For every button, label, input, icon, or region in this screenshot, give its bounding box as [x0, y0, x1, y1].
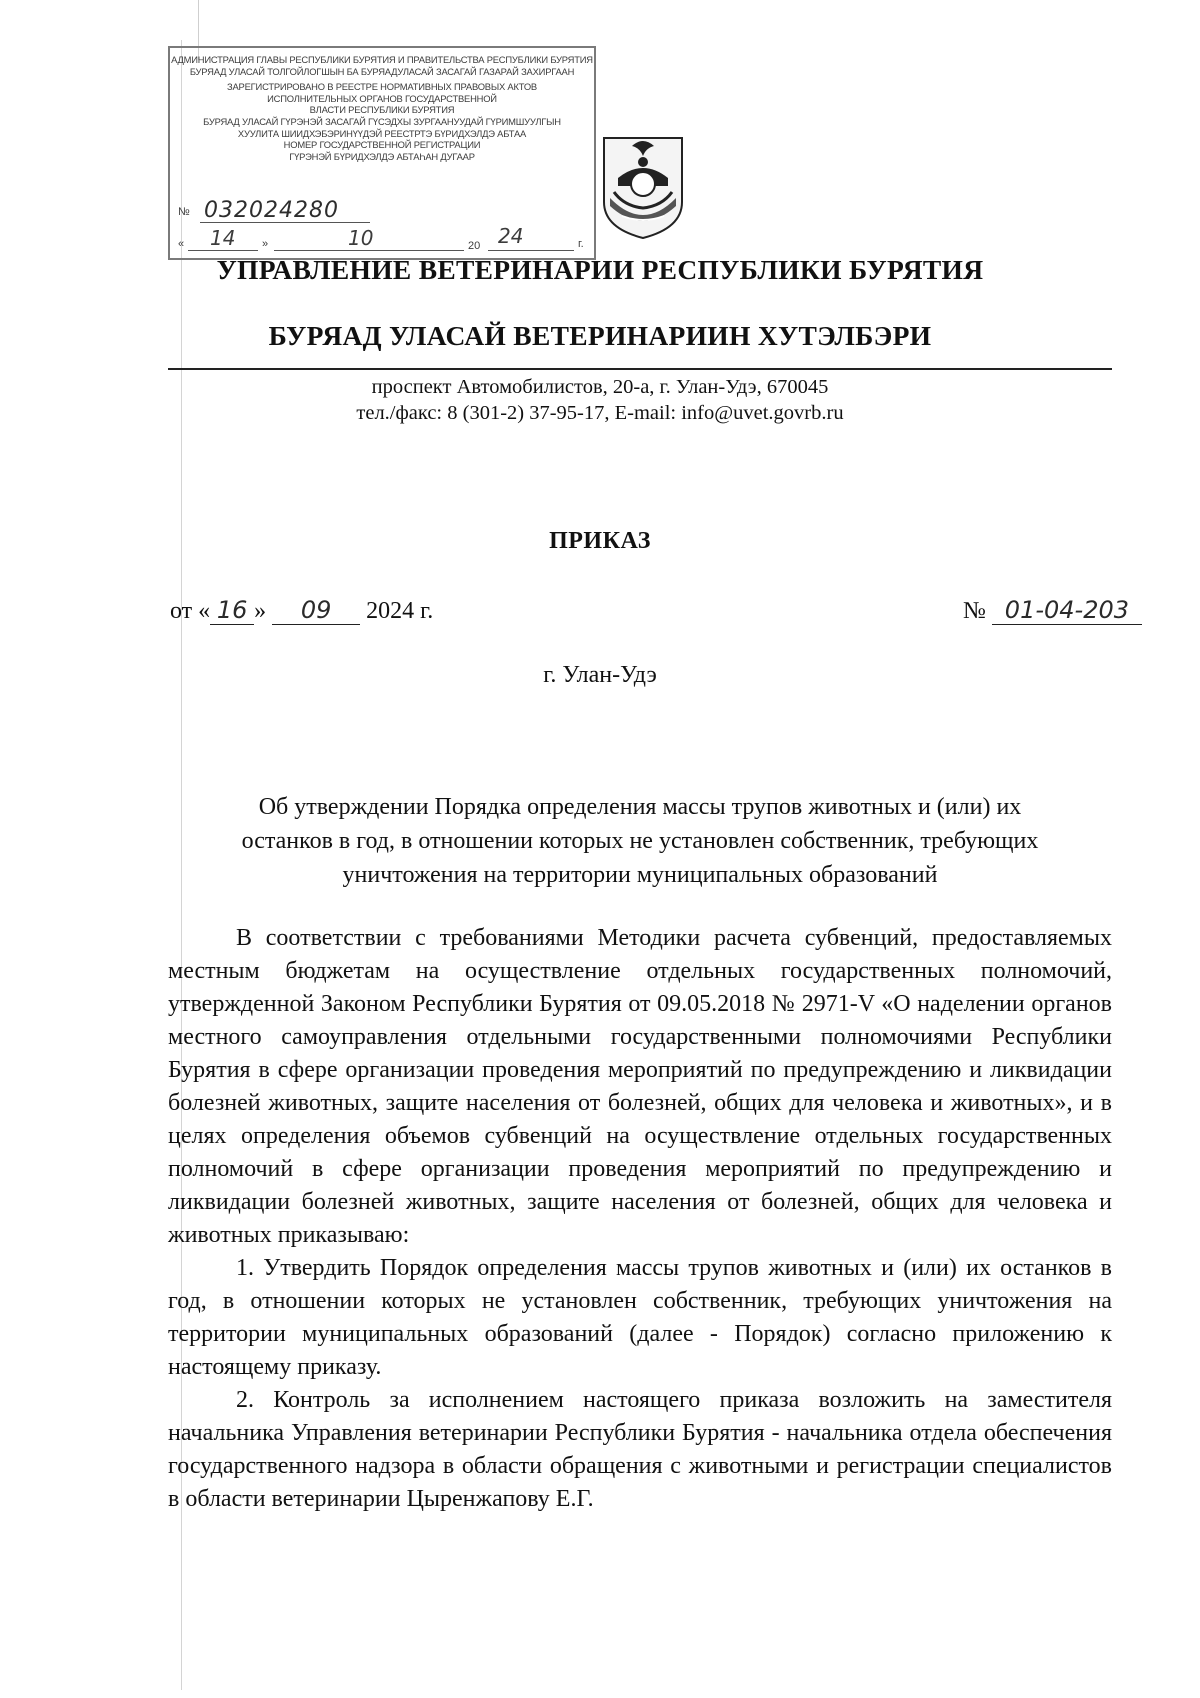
stamp-open-quote: «: [178, 238, 185, 250]
body-paragraph-item-1: 1. Утвердить Порядок определения массы трупов животных и (или) их останков в год, в отношении которых не установлен собственник, требующих уничтожения на территории муниципальных образований (далее - Порядок) согласно приложению к настоящему приказу.: [168, 1255, 1112, 1380]
stamp-close-quote: »: [262, 238, 269, 250]
document-title: ПРИКАЗ: [549, 528, 651, 554]
date-prefix: от «: [170, 598, 211, 624]
subject-line: уничтожения на территории муниципальных образований: [342, 862, 938, 888]
stamp-century: 20: [468, 240, 481, 252]
organization-name-bua: БУРЯАД УЛАСАЙ ВЕТЕРИНАРИИН ХУТЭЛБЭРИ: [268, 320, 932, 351]
stamp-month: 10: [348, 226, 374, 250]
order-year: 2024 г.: [366, 598, 434, 624]
stamp-line: ИСПОЛНИТЕЛЬНЫХ ОРГАНОВ ГОСУДАРСТВЕННОЙ: [267, 92, 497, 104]
stamp-line: БУРЯАД УЛАСАЙ ТОЛГОЙЛОГШЫН БА БУРЯАДУЛАСАЙ ЗАСАГАЙ ГАЗАРАЙ ЗАХИРГААН: [189, 65, 575, 77]
stamp-underline: [274, 250, 464, 251]
buryatia-coat-of-arms-icon: [600, 132, 686, 242]
stamp-number-label: №: [178, 206, 190, 218]
subject-line: останков в год, в отношении которых не установлен собственник, требующих: [241, 828, 1039, 854]
stamp-underline: [188, 250, 258, 251]
header-divider: [168, 368, 1112, 370]
subject-line: Об утверждении Порядка определения массы трупов животных и (или) их: [258, 794, 1022, 820]
organization-address: проспект Автомобилистов, 20-а, г. Улан-Удэ, 670045: [371, 376, 829, 398]
document-city: г. Улан-Удэ: [543, 662, 657, 688]
stamp-line: ХУУЛИТА ШИИДХЭБЭРИНҮҮДЭЙ РЕЕСТРТЭ БҮРИДХЭЛДЭ АБТАА: [237, 127, 527, 139]
stamp-number-row: [178, 198, 578, 224]
order-number: [963, 596, 1142, 625]
stamp-year: 24: [498, 224, 524, 248]
organization-contacts: тел./факс: 8 (301-2) 37-95-17, E-mail: info@uvet.govrb.ru: [356, 402, 844, 424]
date-quote-close: »: [254, 598, 267, 624]
body-paragraph-preamble: В соответствии с требованиями Методики расчета субвенций, предоставляемых местным бюджетам на осуществление отдельных государственных полномочий, утвержденной Законом Республики Бурятия от 09.05.2018 № 2971-V «О наделении органов местного самоуправления отдельными государственными полномочиями Республики Бурятия в сфере организации проведения мероприятий по предупреждению и ликвидации болезней животных, защите населения от болезней, общих для человека и животных», и в целях определения объемов субвенций на осуществление отдельных государственных полномочий в сфере организации проведения мероприятий по предупреждению и ликвидации болезней животных, защите населения от болезней, общих для человека и животных приказываю:: [168, 925, 1112, 1248]
stamp-line: ЗАРЕГИСТРИРОВАНО В РЕЕСТРЕ НОРМАТИВНЫХ ПРАВОВЫХ АКТОВ: [227, 81, 537, 93]
stamp-underline: [200, 222, 370, 223]
stamp-day: 14: [210, 226, 236, 250]
stamp-line: ГҮРЭНЭЙ БҮРИДХЭЛДЭ АБТАҺАН ДУГААР: [289, 150, 475, 162]
number-prefix: №: [963, 598, 986, 624]
document-body: [168, 922, 1112, 1516]
order-date: [170, 596, 433, 625]
stamp-year-suffix: г.: [578, 238, 584, 250]
stamp-line: ВЛАСТИ РЕСПУБЛИКИ БУРЯТИЯ: [309, 104, 455, 116]
stamp-registration-number: 032024280: [204, 198, 339, 223]
order-month: 09: [272, 596, 360, 625]
stamp-underline: [488, 250, 574, 251]
order-number-value: 01-04-203: [992, 596, 1142, 625]
stamp-line: НОМЕР ГОСУДАРСТВЕННОЙ РЕГИСТРАЦИИ: [283, 139, 481, 151]
order-day: 16: [210, 596, 254, 625]
stamp-line: АДМИНИСТРАЦИЯ ГЛАВЫ РЕСПУБЛИКИ БУРЯТИЯ И ПРАВИТЕЛЬСТВА РЕСПУБЛИКИ БУРЯТИЯ: [171, 54, 593, 65]
organization-name-ru: УПРАВЛЕНИЕ ВЕТЕРИНАРИИ РЕСПУБЛИКИ БУРЯТИЯ: [216, 254, 984, 285]
registration-stamp: [168, 46, 596, 260]
body-paragraph-item-2: 2. Контроль за исполнением настоящего приказа возложить на заместителя начальника Управления ветеринарии Республики Бурятия - начальника отдела обеспечения государственного надзора в области обращения с животными и регистрации специалистов в области ветеринарии Цыренжапову Е.Г.: [168, 1387, 1112, 1512]
stamp-line: БУРЯАД УЛАСАЙ ГҮРЭНЭЙ ЗАСАГАЙ ГҮСЭДХЫ ЗУРГААНУУДАЙ ГҮРИМШУУЛГЫН: [203, 115, 561, 127]
stamp-date-row: [178, 226, 588, 254]
